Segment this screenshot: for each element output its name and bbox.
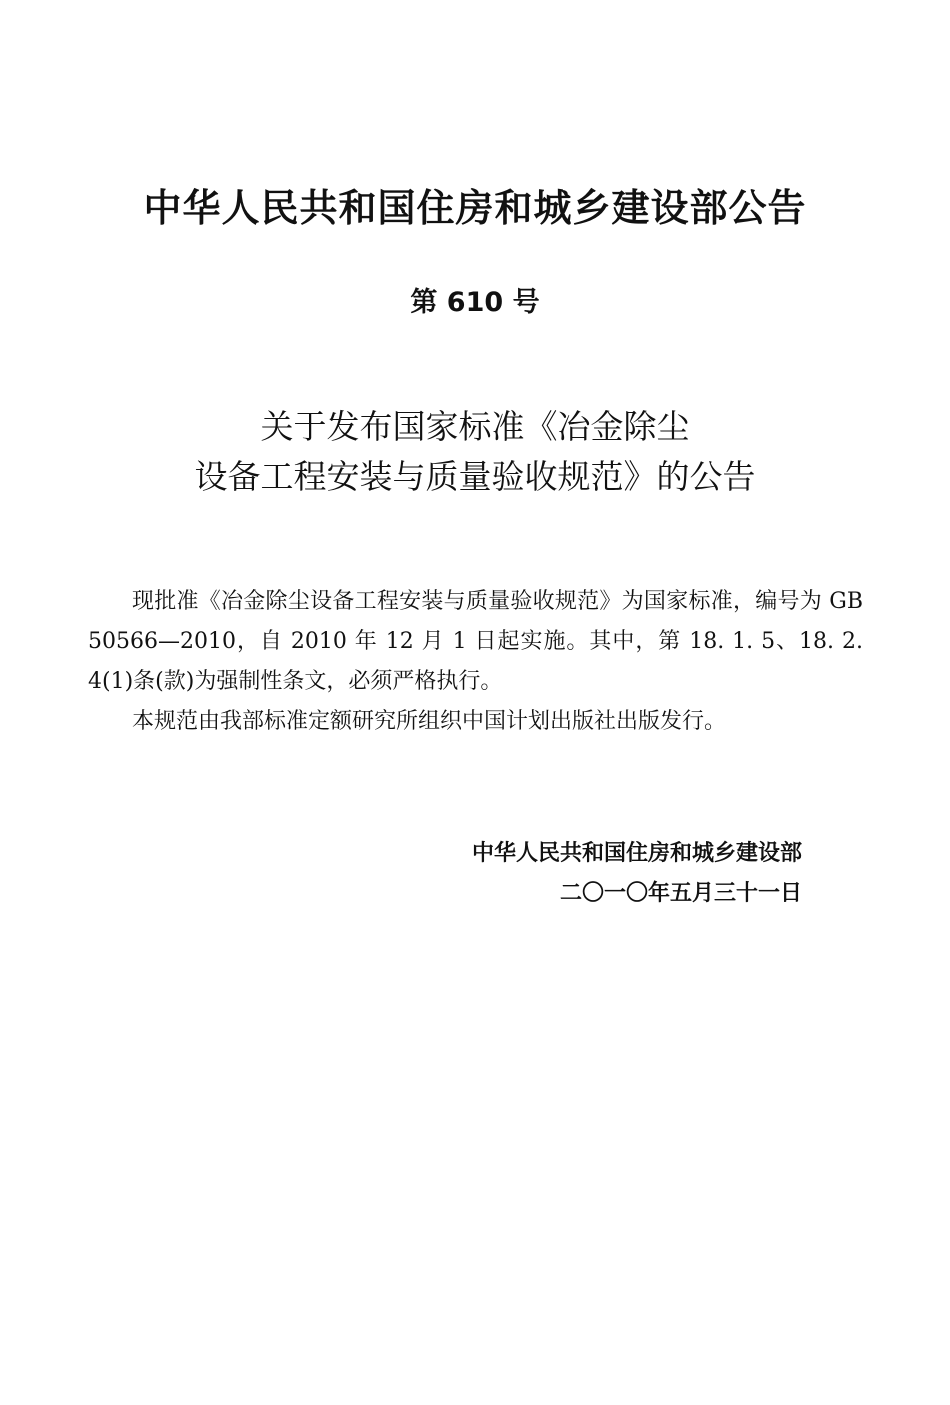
announcement-org-title: 中华人民共和国住房和城乡建设部公告 <box>143 186 807 230</box>
signature-org: 中华人民共和国住房和城乡建设部 <box>471 841 802 866</box>
notice-title-line-2: 设备工程安装与质量验收规范》的公告 <box>194 457 756 496</box>
announcement-number: 第 610 号 <box>410 287 540 318</box>
signature-block <box>472 834 802 914</box>
signature-date: 二〇一〇年五月三十一日 <box>559 881 802 906</box>
body-paragraph-1: 现批准《冶金除尘设备工程安装与质量验收规范》为国家标准，编号为 GB 50566—2010，自 2010 年 12 月 1 日起实施。其中，第 18. 1. 5、18. 2. 4(1)条(款)为强制性条文，必须严格执行。 <box>88 589 863 694</box>
notice-body <box>88 582 863 742</box>
notice-title-line-1: 关于发布国家标准《冶金除尘 <box>260 407 690 446</box>
body-paragraph-2: 本规范由我部标准定额研究所组织中国计划出版社出版发行。 <box>132 709 727 734</box>
notice-title <box>0 402 950 502</box>
